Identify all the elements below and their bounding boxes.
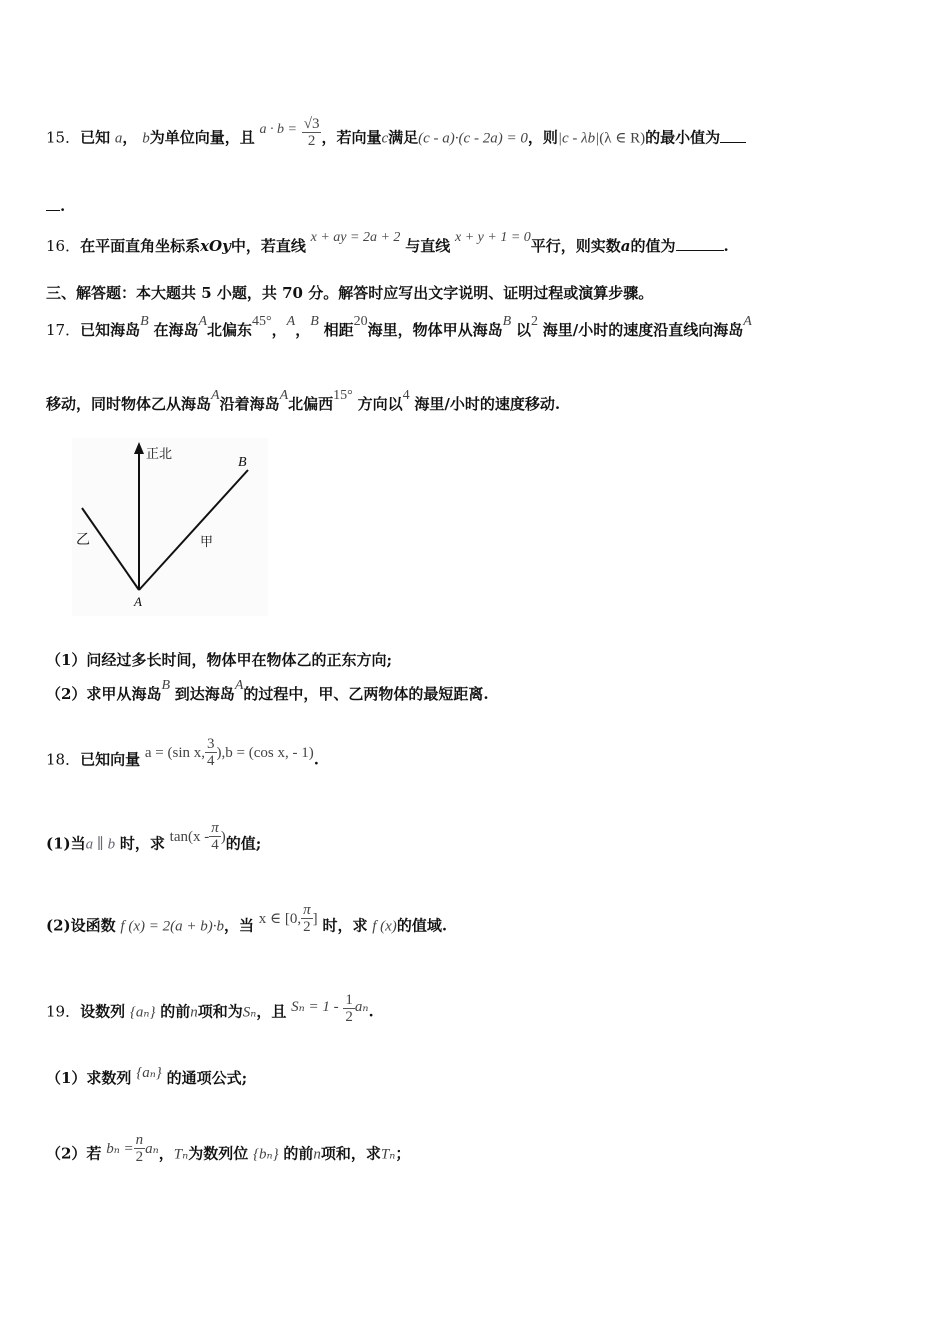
q17-sub1: （1）问经过多长时间，物体甲在物体乙的正东方向; [46,651,392,669]
q16-number: 16． [46,237,81,255]
jia-label: 甲 [200,535,214,550]
q16-line1-eq: x + ay = 2a + 2 [310,230,401,245]
north-label: 正北 [146,447,173,462]
q19-line: 19．设数列 {aₙ} 的前n项和为Sₙ，且 Sₙ = 1 - $\frac{1}{2}$ aₙ. [46,992,374,1025]
q16-answer-blank[interactable] [676,236,724,251]
q15-condition: (c - a)·(c - 2a) = 0 [418,130,528,147]
q19-number: 19． [46,1002,81,1021]
q18-parallel-relation: a ∥ b [85,836,116,853]
q16-line: 16．在平面直角坐标系xOy中，若直线 x + ay = 2a + 2 与直线 x + y + 1 = 0平行，则实数a的值为 . [46,230,729,255]
q19-sub2: （2）若 bₙ = $\frac{n}{2}$ aₙ，Tₙ为数列位 {bₙ} 的前n项和，求Tₙ； [46,1132,411,1165]
q18-vector-a: a = (sin x, [144,744,206,761]
q17-number: 17． [46,321,81,339]
q17-figure [72,438,268,616]
q18-sub1: (1)当a ∥ b 时，求 tan(x - $\frac{\pi}{4}$ )的值; [46,820,262,853]
q17-line1: 17．已知海岛B 在海岛A北偏东45°，A，B 相距20海里，物体甲从海岛B 以2 海里/小时的速度沿直线向海岛A [46,314,752,339]
q15-number: 15． [46,128,81,147]
q18-line: 18．已知向量 a = (sin x, $\frac{3}{4}$ ),b = (cos x, - 1). [46,736,319,769]
q15-answer-blank-cont[interactable] [46,196,60,211]
q15-fraction: $\frac{√3}{2}$ [303,116,320,149]
yi-label: 乙 [76,532,90,548]
point-b-label: B [238,455,247,470]
q17-sub2: （2）求甲从海岛B 到达海岛A的过程中，甲、乙两物体的最短距离. [46,678,489,703]
q15-expression: |c - λb| [557,130,600,147]
q18-sub2: (2)设函数 f (x) = 2(a + b)·b，当 x ∈ [0, $\frac{\pi}{2}$ ] 时，求 f (x)的值域. [46,902,448,935]
q17-diagram [72,438,268,616]
q15-line1: 15．已知 a， b为单位向量，且 a · b = $\frac{√3}{2}$ ，若向量c满足(c - a)·(c - 2a) = 0，则|c - λb|(λ ∈ R)的最小值为 [46,122,746,155]
q18-function: f (x) = 2(a + b)·b [120,918,224,935]
q16-line2-eq: x + y + 1 = 0 [455,230,531,245]
section-3-heading: 三、解答题：本大题共 5 小题，共 70 分。解答时应写出文字说明、证明过程或演算步骤。 [46,284,654,302]
q15-line2: . [46,196,65,216]
q17-line2: 移动，同时物体乙从海岛A沿着海岛A北偏西15° 方向以4 海里/小时的速度移动. [46,388,561,413]
point-a-label: A [134,594,142,609]
q19-sub1: （1）求数列 {aₙ} 的通项公式; [46,1065,248,1087]
q18-number: 18． [46,750,81,769]
q15-answer-blank[interactable] [720,128,746,143]
q18-vector-b: b = (cos x, - 1) [225,744,314,761]
q15-dot-expr: a · b = [259,121,297,137]
